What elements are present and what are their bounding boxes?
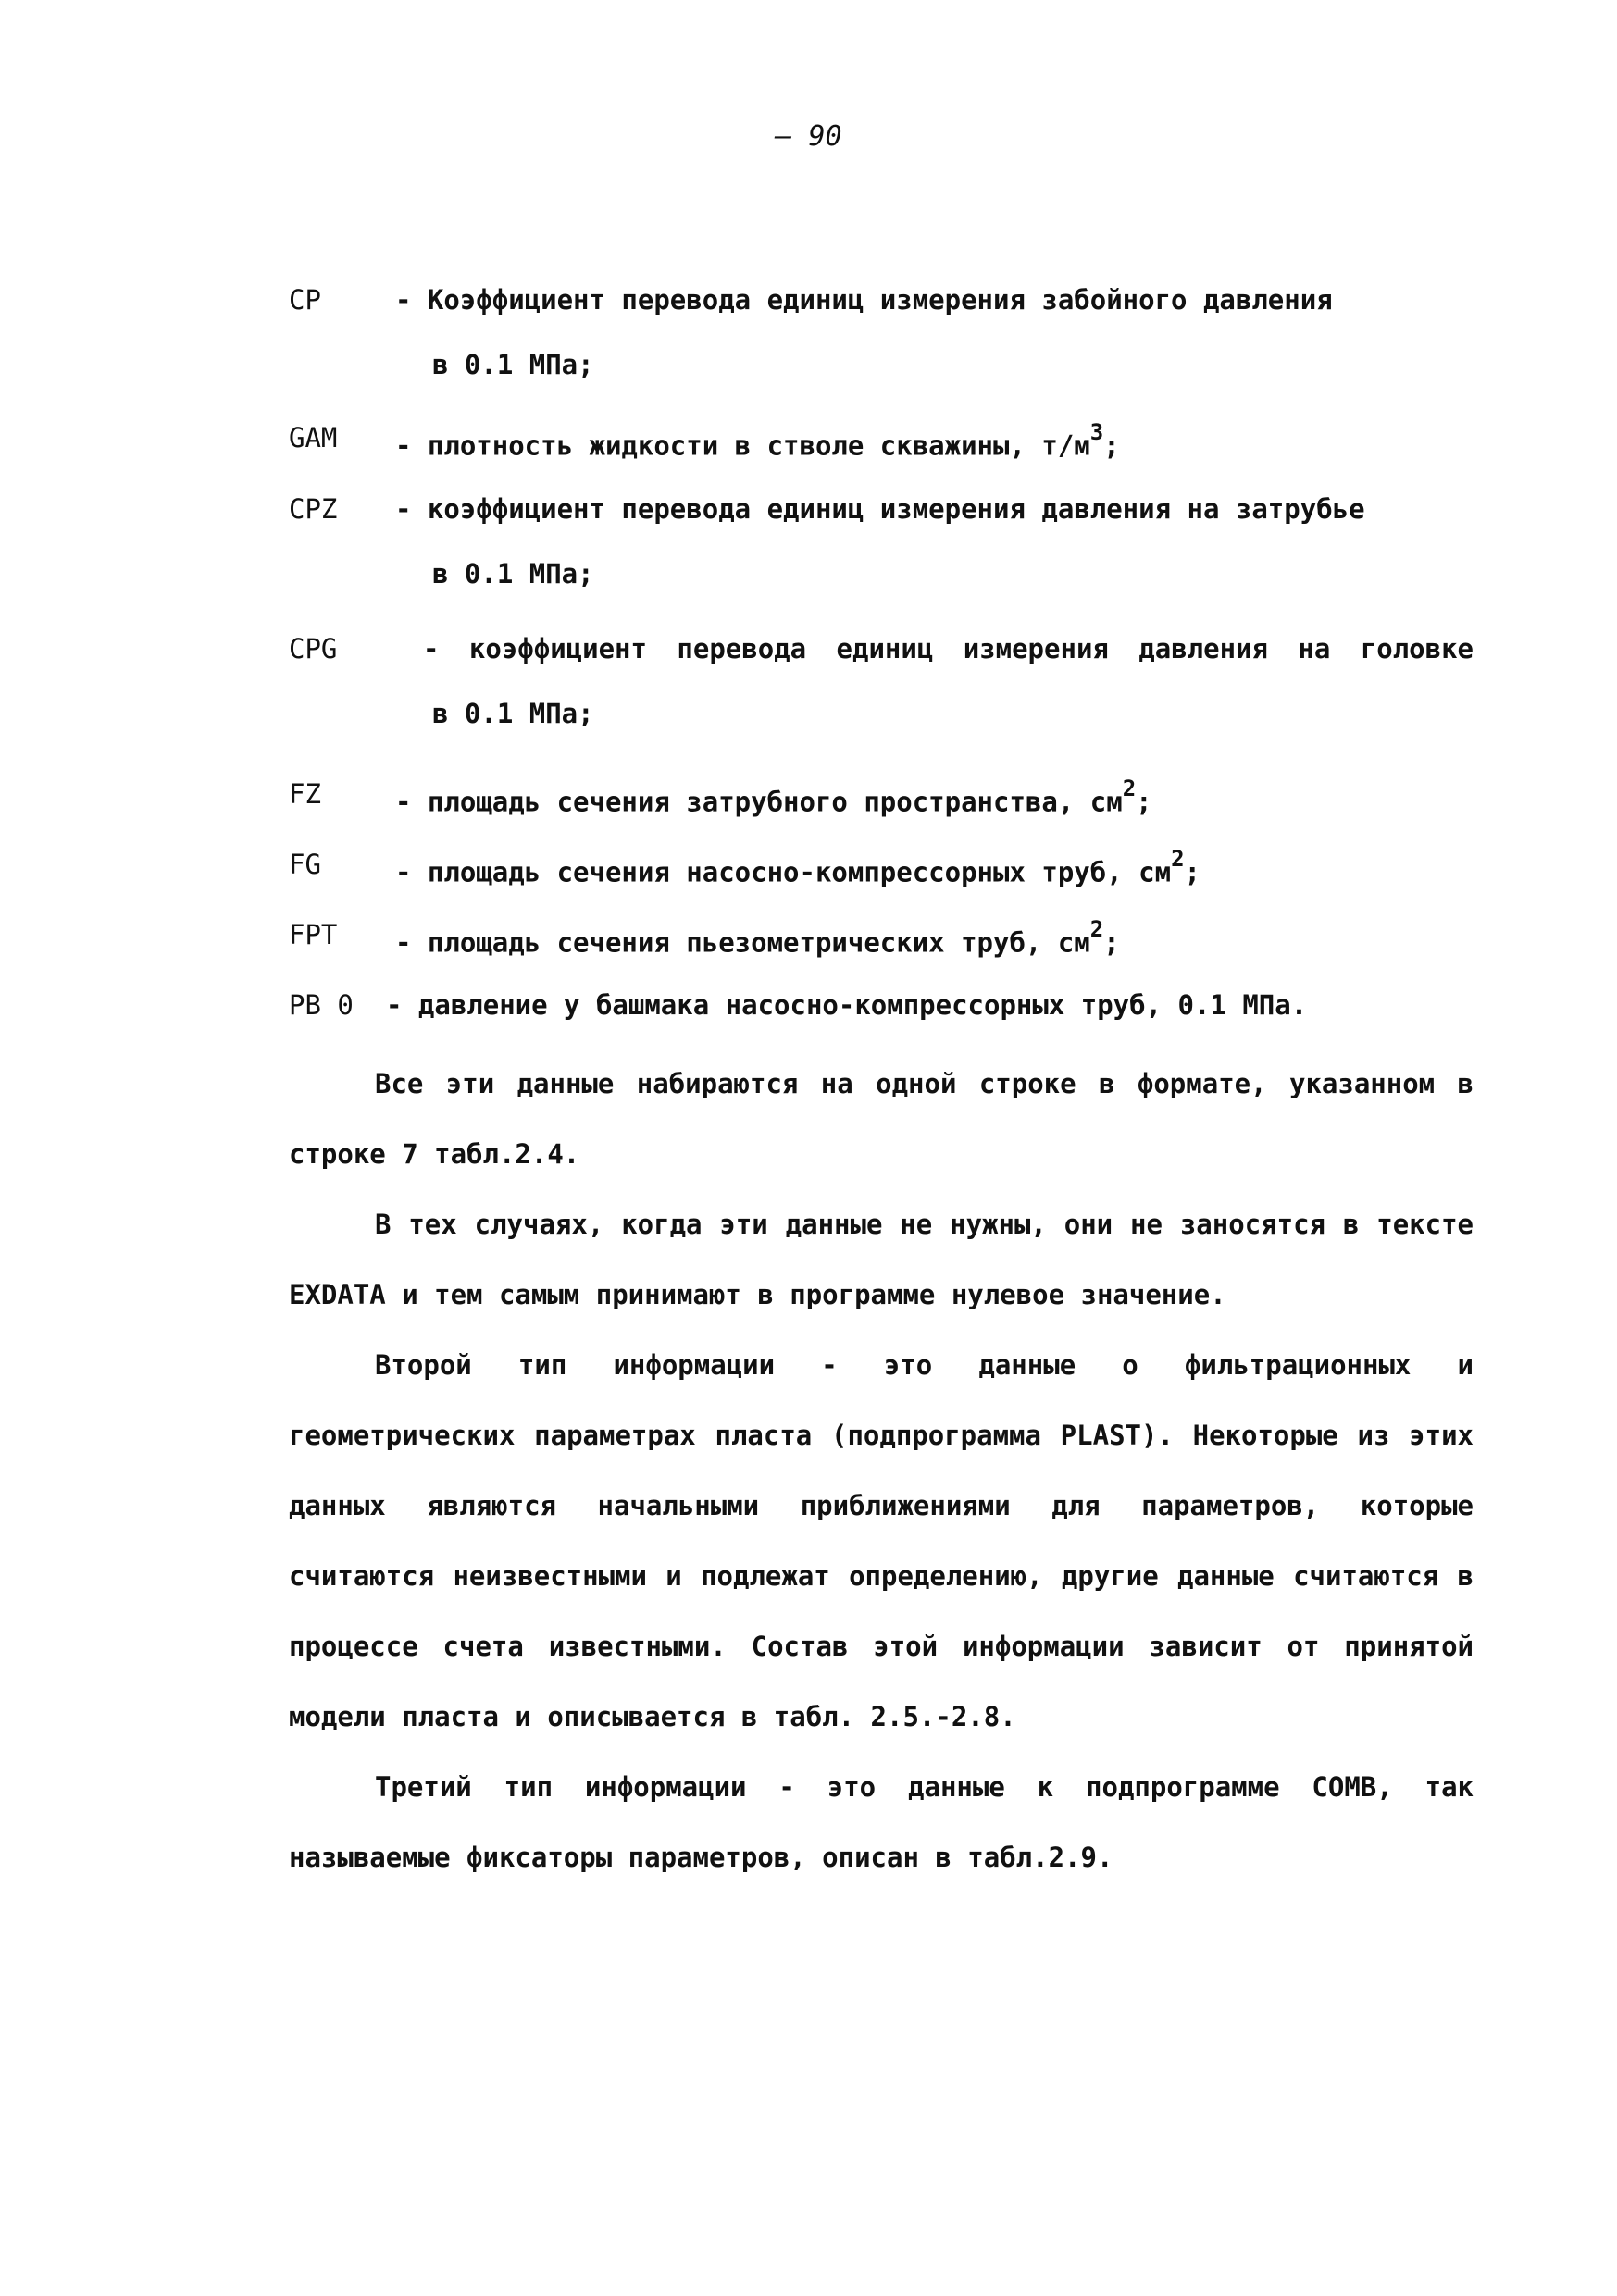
definition-list xyxy=(289,283,1474,1021)
definition-text: - коэффициент перевода единиц измерения давления на затрубье xyxy=(395,493,1365,525)
definition-superscript: 2 xyxy=(1171,846,1185,872)
definition-text: - давление у башмака насосно-компрессорных труб, 0.1 МПа. xyxy=(386,989,1308,1021)
definition-text: - Коэффициент перевода единиц измерения забойного давления xyxy=(395,284,1333,316)
definition-continuation: в 0.1 МПа; xyxy=(432,349,594,380)
definition-text: - площадь сечения затрубного пространства, см xyxy=(395,786,1123,818)
definition-code: FZ xyxy=(289,778,321,810)
definition-code: FG xyxy=(289,849,321,880)
paragraph-exdata: В тех случаях, когда эти данные не нужны, они не заносятся в тексте EXDATA и тем самым принимают в программе нулевое значение. xyxy=(289,1209,1474,1310)
definition-text: - коэффициент перевода единиц измерения давления на головке xyxy=(423,633,1474,664)
body-text xyxy=(289,1049,1474,1893)
definition-cpg xyxy=(289,632,1474,730)
definition-tail: ; xyxy=(1184,856,1200,888)
definition-cpz xyxy=(289,492,1474,590)
definition-text: - площадь сечения насосно-компрессорных труб, см xyxy=(395,856,1172,888)
definition-cp xyxy=(289,283,1474,381)
definition-code: CP xyxy=(289,284,321,316)
definition-code: CPZ xyxy=(289,493,338,525)
definition-code: GAM xyxy=(289,422,338,453)
definition-continuation: в 0.1 МПа; xyxy=(432,558,594,590)
definition-code: FPT xyxy=(289,919,338,950)
page-number: — 90 xyxy=(775,120,842,153)
definition-continuation: в 0.1 МПа; xyxy=(432,698,594,729)
definition-fg xyxy=(289,848,1474,889)
definition-text: - площадь сечения пьезометрических труб, см xyxy=(395,926,1090,959)
definition-superscript: 3 xyxy=(1089,419,1104,445)
definition-superscript: 2 xyxy=(1089,916,1104,942)
definition-text: - плотность жидкости в стволе скважины, т/м xyxy=(395,429,1090,462)
paragraph-comb: Третий тип информации - это данные к подпрограмме COMB, так называемые фиксаторы параметров, описан в табл.2.9. xyxy=(289,1771,1474,1873)
paragraph-plast: Второй тип информации - это данные о фильтрационных и геометрических параметрах пласта (подпрограмма PLAST). Некоторые из этих данных являются начальными приближениями для параметров, которые считаются неизвестными и подлежат определению, другие данные считаются в процессе счета известными. Состав этой информации зависит от принятой модели пласта и описывается в табл. 2.5.-2.8. xyxy=(289,1349,1474,1732)
definition-tail: ; xyxy=(1103,429,1120,462)
definition-gam xyxy=(289,421,1474,463)
definition-tail: ; xyxy=(1136,786,1152,818)
definition-tail: ; xyxy=(1103,926,1120,959)
paragraph-format: Все эти данные набираются на одной строке в формате, указанном в строке 7 табл.2.4. xyxy=(289,1068,1474,1170)
definition-superscript: 2 xyxy=(1122,776,1137,801)
definition-code: CPG xyxy=(289,633,338,664)
definition-fz xyxy=(289,777,1474,819)
definition-code: PB 0 xyxy=(289,989,354,1021)
definition-fpt xyxy=(289,918,1474,960)
definition-pb0 xyxy=(289,988,1474,1022)
